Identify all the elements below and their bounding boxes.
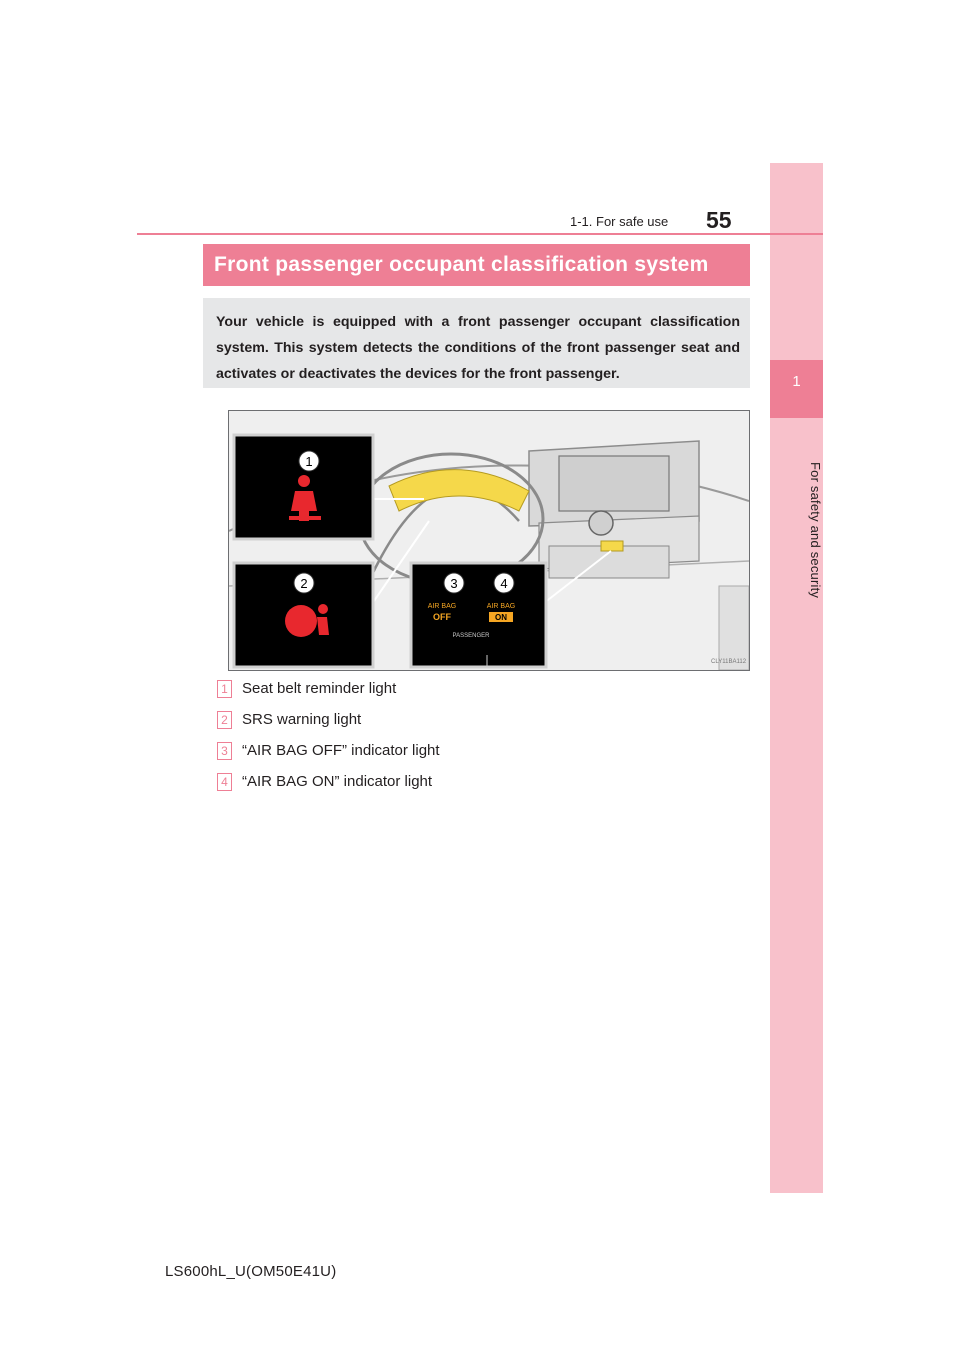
- seat-belt-inset: [234, 435, 373, 539]
- item-text: Seat belt reminder light: [242, 680, 397, 697]
- page-title: Front passenger occupant classification system: [203, 244, 750, 286]
- airbag-off-label-2: OFF: [433, 612, 451, 622]
- item-text: “AIR BAG OFF” indicator light: [242, 742, 440, 759]
- callout-3: 3: [450, 576, 458, 591]
- figure-code: CLY11BA112: [711, 659, 747, 665]
- footer-model-code: LS600hL_U(OM50E41U): [165, 1263, 337, 1280]
- chapter-number: 1: [792, 373, 801, 390]
- intro-box: Your vehicle is equipped with a front passenger occupant classification system. This system detects the conditions of the front passenger seat and activates or deactivates the devices for the front passenger.: [203, 298, 750, 388]
- airbag-off-label-1: AIR BAG: [427, 603, 457, 610]
- callout-1: 1: [305, 454, 313, 469]
- airbag-on-label-1: AIR BAG: [486, 603, 516, 610]
- dashboard-illustration: [228, 410, 750, 671]
- section-title: 1-1. For safe use: [570, 214, 669, 229]
- header-rule: [137, 233, 823, 235]
- passenger-label: PASSENGER: [452, 633, 490, 639]
- item-number: 3: [217, 742, 232, 760]
- callout-2: 2: [300, 576, 308, 591]
- airbag-on-label-2: ON: [495, 613, 507, 622]
- side-tab: [770, 163, 823, 1193]
- item-text: “AIR BAG ON” indicator light: [242, 773, 433, 790]
- item-number: 4: [217, 773, 232, 791]
- item-number: 1: [217, 680, 232, 698]
- item-text: SRS warning light: [242, 711, 362, 728]
- srs-inset: [234, 563, 373, 667]
- callout-4: 4: [500, 576, 508, 591]
- item-number: 2: [217, 711, 232, 729]
- passenger-airbag-panel: [411, 563, 546, 667]
- page-number: 55: [706, 207, 732, 233]
- chapter-title: For safety and security: [808, 461, 823, 599]
- srs-airbag-icon: [285, 604, 329, 637]
